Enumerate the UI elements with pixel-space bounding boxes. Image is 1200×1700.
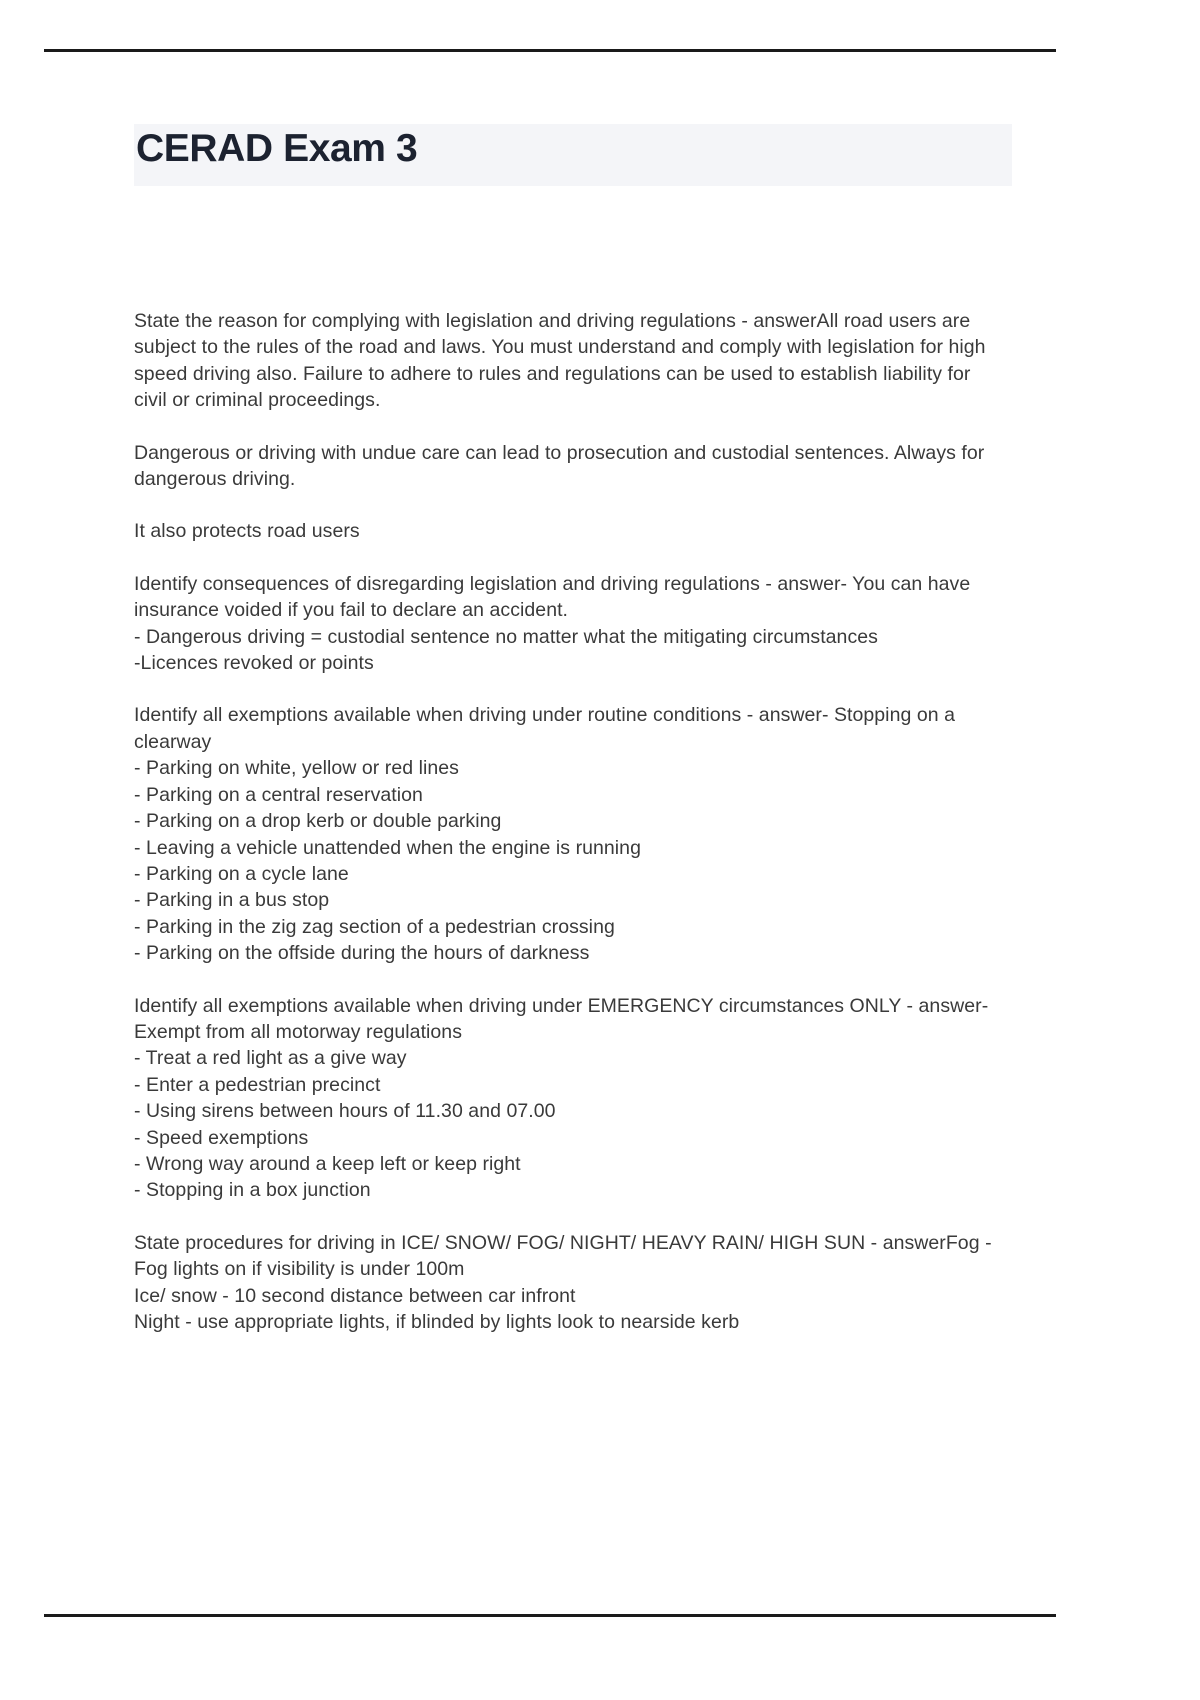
text-block-complying-legislation — [134, 308, 996, 414]
bullet-line: - Parking on a drop kerb or double parking — [134, 810, 502, 833]
document-body — [134, 308, 996, 1335]
paragraph-line: Ice/ snow - 10 second distance between car infront — [134, 1284, 576, 1307]
bullet-line: - Wrong way around a keep left or keep right — [134, 1152, 521, 1175]
top-divider-rule — [44, 49, 1056, 52]
text-block-routine-exemptions — [134, 702, 996, 966]
bullet-line: -Licences revoked or points — [134, 652, 374, 675]
bullet-line: - Treat a red light as a give way — [134, 1047, 407, 1070]
bullet-line: - Parking on the offside during the hours of darkness — [134, 942, 590, 965]
text-block-protects-road-users — [134, 518, 996, 544]
text-block-consequences — [134, 571, 996, 677]
paragraph-line: Identify consequences of disregarding legislation and driving regulations - answer- You can have insurance voided if you fail to declare an accident. — [134, 572, 971, 622]
bullet-line: - Parking on a cycle lane — [134, 862, 349, 885]
bullet-line: - Parking in the zig zag section of a pedestrian crossing — [134, 915, 615, 938]
bullet-line: - Leaving a vehicle unattended when the engine is running — [134, 836, 641, 859]
bullet-line: - Enter a pedestrian precinct — [134, 1073, 381, 1096]
paragraph-line: State procedures for driving in ICE/ SNOW/ FOG/ NIGHT/ HEAVY RAIN/ HIGH SUN - answerFog - Fog lights on if visibility is under 100m — [134, 1231, 992, 1281]
bullet-line: - Using sirens between hours of 11.30 and 07.00 — [134, 1100, 556, 1123]
paragraph-line: Identify all exemptions available when driving under routine conditions - answer- Stopping on a clearway — [134, 704, 955, 753]
paragraph-line: Identify all exemptions available when driving under EMERGENCY circumstances ONLY - answer- Exempt from all motorway regulations — [134, 994, 989, 1043]
page-title: CERAD Exam 3 — [136, 127, 418, 170]
paragraph-line: State the reason for complying with legislation and driving regulations - answerAll road users are subject to the rules of the road and laws. You must understand and comply with legislation for high speed driving also. Failure to adhere to rules and regulations can be used to establish liability for civil or criminal proceedings. — [134, 310, 986, 412]
text-block-dangerous-driving — [134, 440, 996, 493]
bullet-line: - Dangerous driving = custodial sentence no matter what the mitigating circumstances — [134, 625, 878, 648]
bullet-line: - Parking on a central reservation — [134, 783, 423, 806]
paragraph-line: Dangerous or driving with undue care can lead to prosecution and custodial sentences. Always for dangerous driving. — [134, 441, 985, 491]
bullet-line: - Parking on white, yellow or red lines — [134, 757, 459, 780]
text-block-weather-procedures — [134, 1230, 996, 1336]
bottom-divider-rule — [44, 1614, 1056, 1617]
bullet-line: - Parking in a bus stop — [134, 889, 330, 912]
bullet-line: - Speed exemptions — [134, 1126, 309, 1149]
text-block-emergency-exemptions — [134, 993, 996, 1204]
paragraph-line: Night - use appropriate lights, if blinded by lights look to nearside kerb — [134, 1311, 740, 1333]
bullet-line: - Stopping in a box junction — [134, 1179, 371, 1202]
paragraph-line: It also protects road users — [134, 520, 360, 543]
